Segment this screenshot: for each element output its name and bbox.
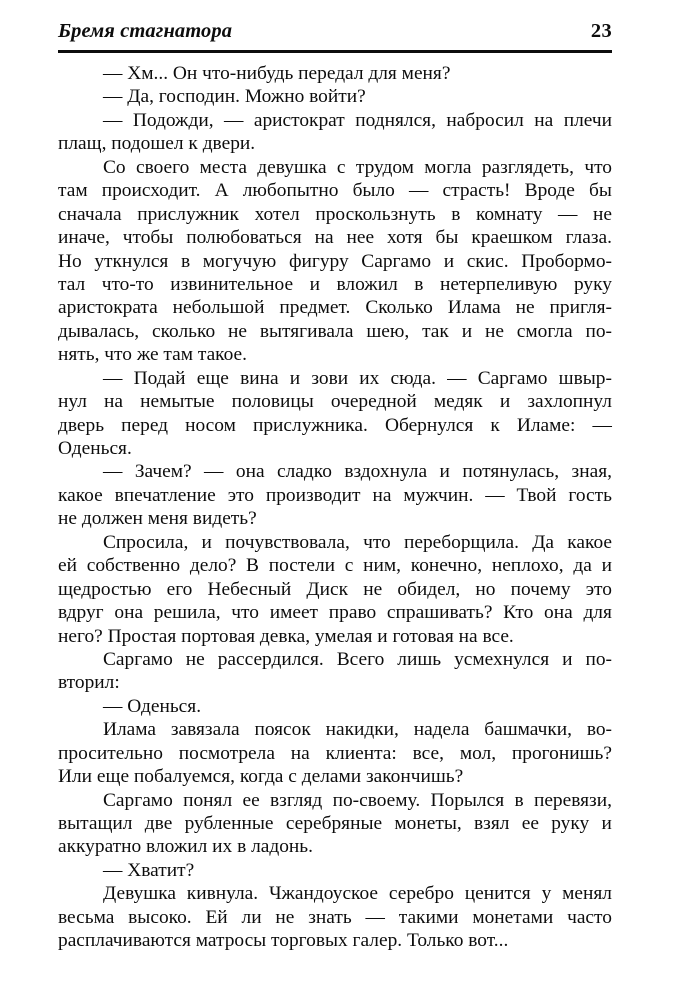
text-line: Девушка кивнула. Чжандоуское серебро ценится у менял xyxy=(103,883,612,905)
paragraph xyxy=(58,859,612,882)
text-line: не должен меня видеть? xyxy=(58,508,257,530)
paragraph xyxy=(58,156,612,367)
text-line: какое впечатление это производит на мужчин. — Твой гость xyxy=(58,484,612,506)
text-line: Но уткнулся в могучую фигуру Саргамо и скис. Пробормо- xyxy=(58,250,612,272)
text-line: — Оденься. xyxy=(103,695,202,717)
text-line: вытащил две рубленные серебряные монеты, взял ее руку и xyxy=(58,813,612,834)
text-line: весьма высоко. Ей ли не знать — такими монетами часто xyxy=(58,906,612,928)
paragraph xyxy=(58,718,612,788)
text-line: дывалась, сколько не вытягивала шею, так и не смогла по- xyxy=(58,320,612,342)
paragraph xyxy=(58,648,612,695)
text-line: ей собственно дело? В постели с ним, конечно, неплохо, да и xyxy=(58,555,612,577)
running-head-title: Бремя стагнатора xyxy=(58,20,233,42)
text-line: аккуратно вложил их в ладонь. xyxy=(58,836,313,858)
text-line: сначала прислужник хотел проскользнуть в комнату — не xyxy=(58,203,612,225)
text-line: Спросила, и почувствовала, что переборщила. Да какое xyxy=(103,531,612,553)
text-line: — Подай еще вина и зови их сюда. — Саргамо швыр- xyxy=(103,367,612,389)
paragraph xyxy=(58,85,612,108)
text-line: аристократа небольшой предмет. Сколько Илама не пригля- xyxy=(58,297,612,319)
text-line: Со своего места девушка с трудом могла разглядеть, что xyxy=(103,156,612,178)
paragraph xyxy=(58,882,612,952)
text-line: вдруг она решила, что имеет право спрашивать? Кто она для xyxy=(58,602,612,624)
paragraph xyxy=(58,460,612,530)
text-line: Саргамо не рассердился. Всего лишь усмехнулся и по- xyxy=(103,648,612,670)
text-line: там происходит. А любопытно было — страсть! Вроде бы xyxy=(58,180,612,202)
text-line: вторил: xyxy=(58,672,120,694)
paragraph xyxy=(58,695,612,718)
text-line: плащ, подошел к двери. xyxy=(58,133,256,155)
text-line: нять, что же там такое. xyxy=(58,344,247,366)
page-number: 23 xyxy=(590,20,612,42)
text-line: иначе, чтобы полюбоваться на нее хотя бы краешком глаза. xyxy=(58,227,612,249)
text-line: просительно посмотрела на клиента: все, мол, прогонишь? xyxy=(58,742,612,764)
text-line: расплачиваются матросы торговых галер. Только вот... xyxy=(58,930,509,952)
text-line: — Да, господин. Можно войти? xyxy=(103,86,366,108)
text-line: щедростью его Небесный Диск не обидел, но почему это xyxy=(58,578,612,600)
paragraph xyxy=(58,789,612,859)
text-line: тал что-то извинительное и вложил в нетерпеливую руку xyxy=(58,273,612,295)
text-line: Или еще побалуемся, когда с делами закончишь? xyxy=(58,766,464,788)
text-line: него? Простая портовая девка, умелая и готовая на все. xyxy=(58,625,514,647)
running-head xyxy=(58,20,612,54)
paragraph xyxy=(58,531,612,648)
text-line: — Подожди, — аристократ поднялся, набросил на плечи xyxy=(103,109,612,131)
text-line: Саргамо понял ее взгляд по-своему. Порылся в перевязи, xyxy=(103,789,612,811)
text-line: Илама завязала поясок накидки, надела башмачки, во- xyxy=(103,719,612,741)
text-line: — Хм... Он что-нибудь передал для меня? xyxy=(103,63,451,84)
paragraph xyxy=(58,62,612,85)
text-line: — Зачем? — она сладко вздохнула и потянулась, зная, xyxy=(103,461,612,483)
text-line: дверь перед носом прислужника. Обернулся к Иламе: — xyxy=(58,414,612,436)
paragraph xyxy=(58,367,612,461)
text-line: Оденься. xyxy=(58,438,132,459)
text-line: нул на немытые половицы очередной медяк и захлопнул xyxy=(58,391,612,413)
text-line: — Хватит? xyxy=(103,859,195,881)
body-text xyxy=(58,62,612,953)
paragraph xyxy=(58,109,612,156)
header-rule xyxy=(58,50,612,53)
